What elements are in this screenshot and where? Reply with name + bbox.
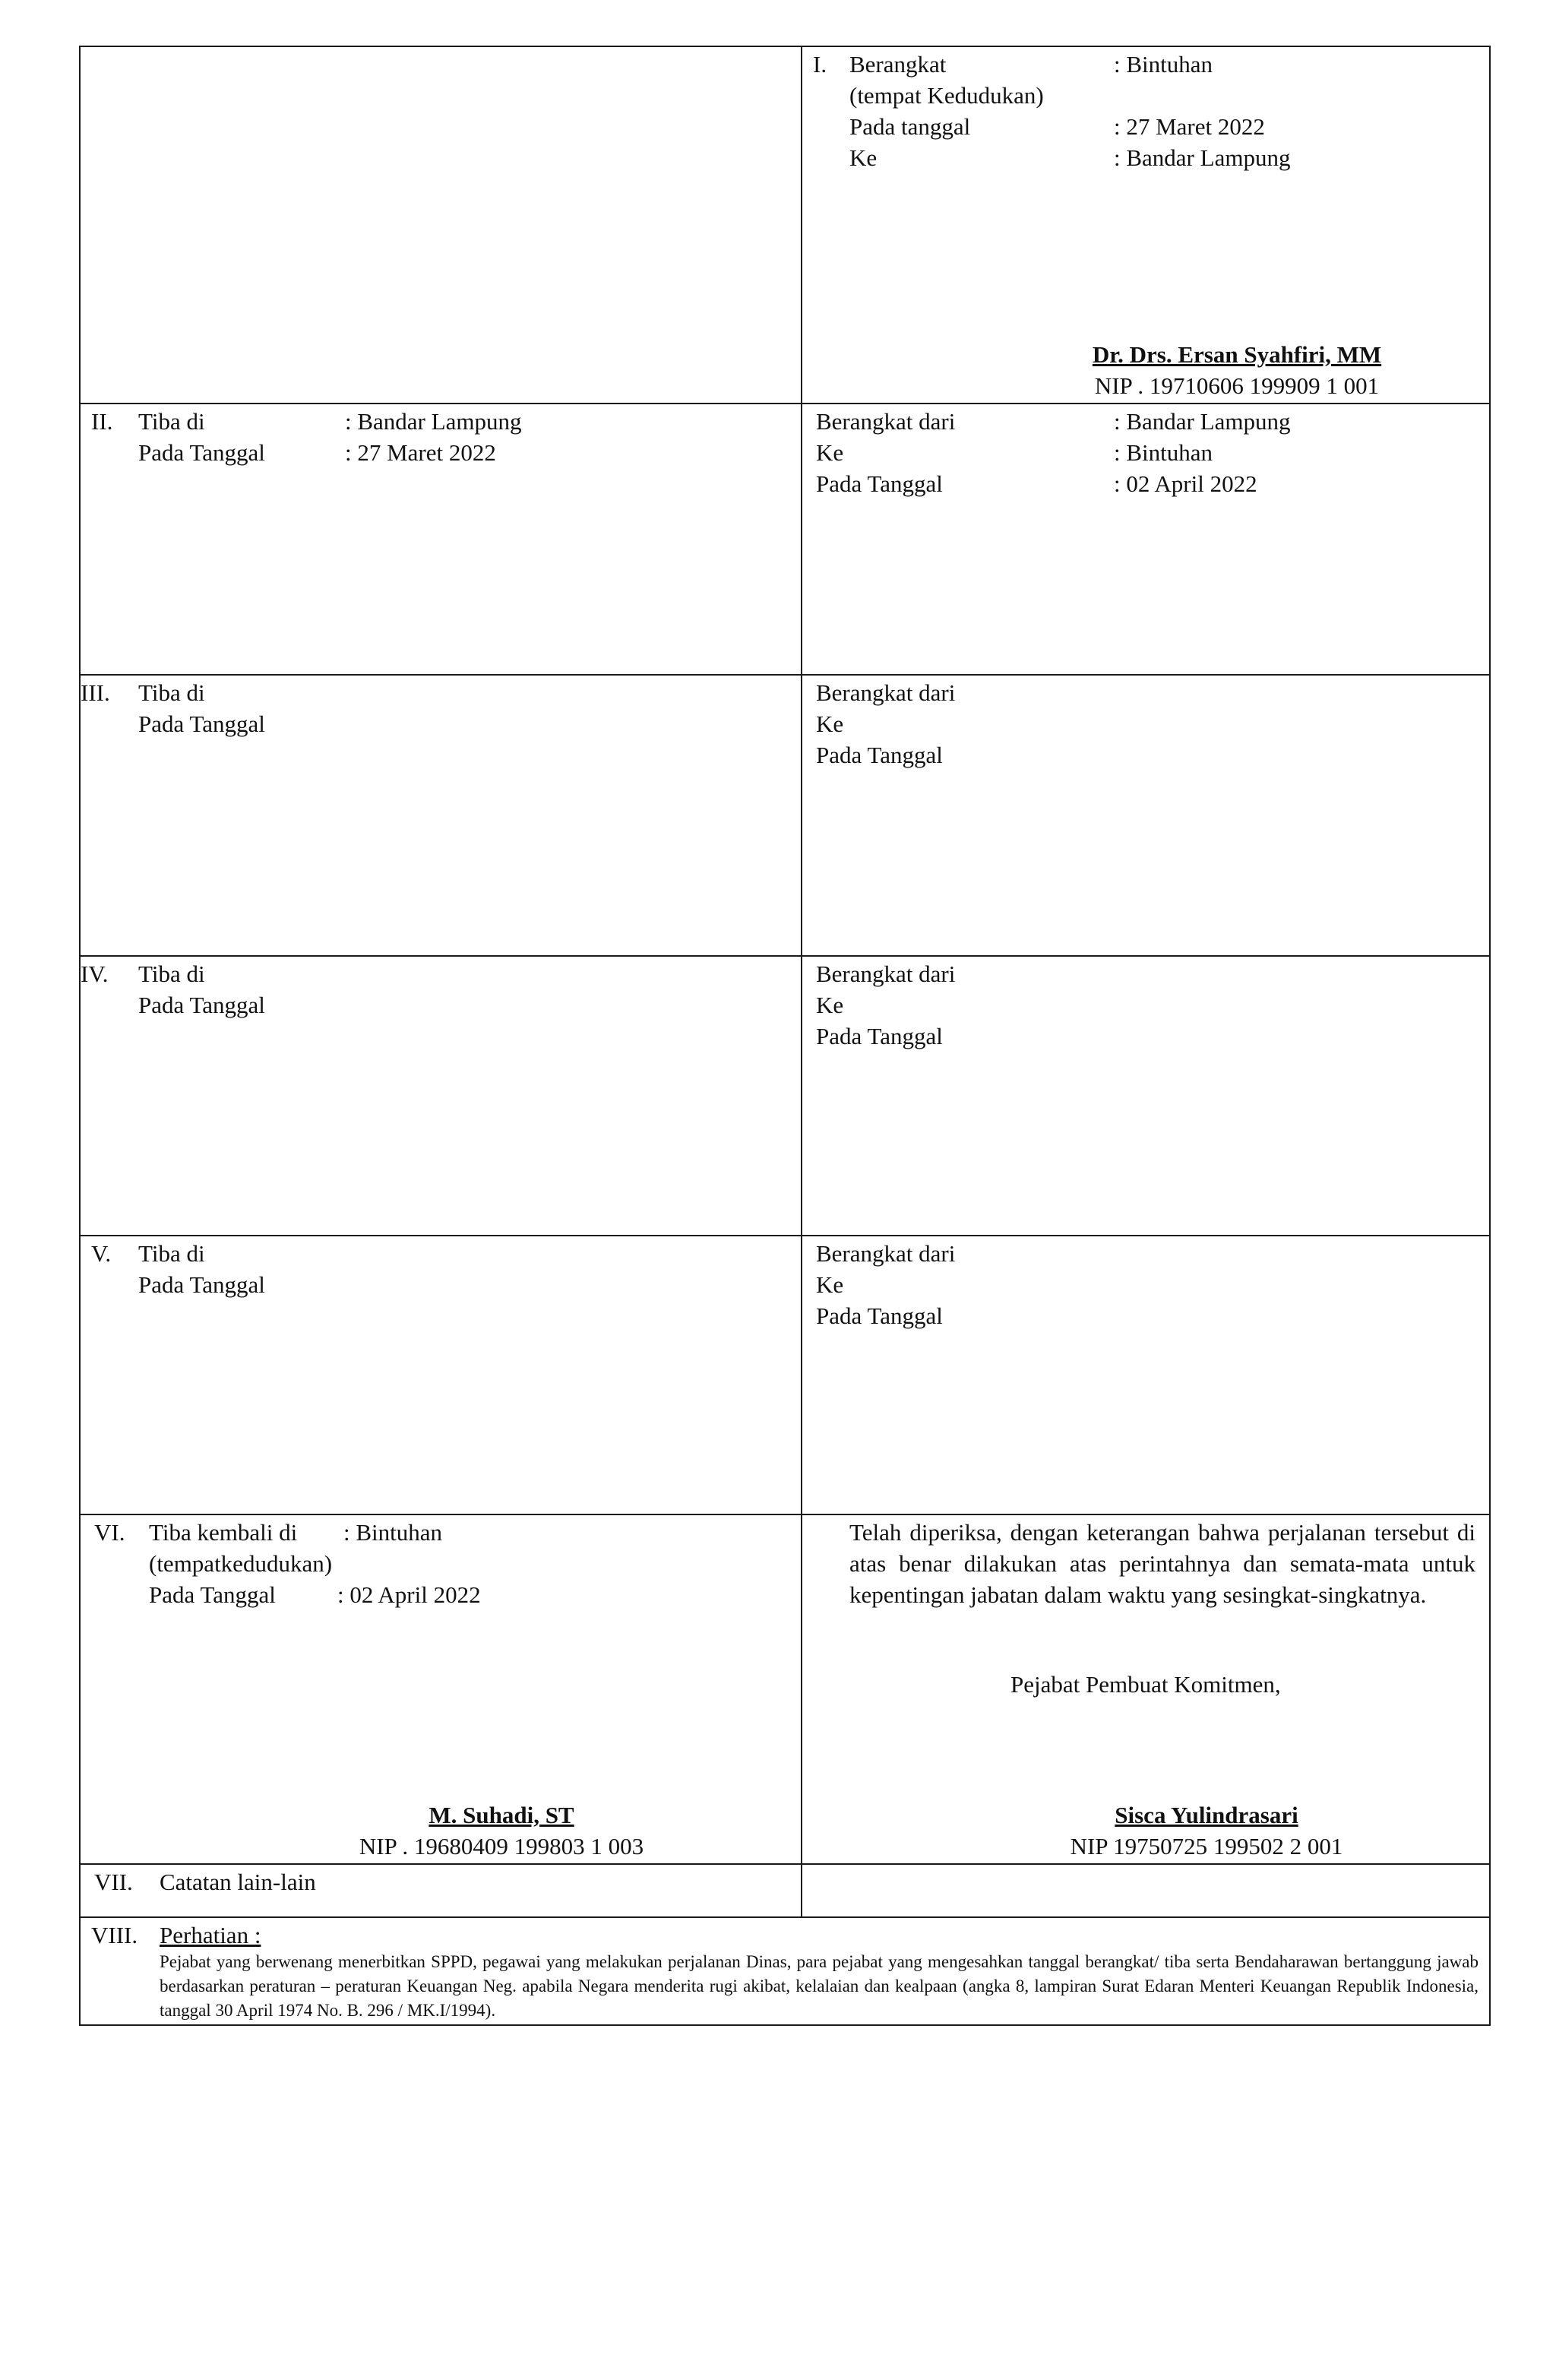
row-2-tanggal-value: : 27 Maret 2022 xyxy=(345,439,496,466)
row-5-number: V. xyxy=(91,1240,112,1267)
row-4 xyxy=(81,957,1489,1236)
row-2-ke-label: Ke xyxy=(816,439,844,466)
row-8-notice-text: Pejabat yang berwenang menerbitkan SPPD, pegawai yang melakukan perjalanan Dinas, para pejabat yang mengesahkan tanggal berangkat/ tiba serta Bendaharawan bertanggung jawab berdasarkan peraturan – peraturan Keuangan Neg. apabila Negara menderita rugi akibat, kelalaian dan kealpaan (angka 8, lampiran Surat Edaran Menteri Keuangan Republik Indonesia, tanggal 30 April 1974 No. B. 296 / MK.I/1994). xyxy=(160,1952,1479,2020)
row-3-tanggal2-label: Pada Tanggal xyxy=(816,742,943,768)
row-5-tanggal2-label: Pada Tanggal xyxy=(816,1302,943,1329)
row-5-ke-label: Ke xyxy=(816,1271,844,1298)
row-6-tiba-value: : Bintuhan xyxy=(343,1519,443,1546)
row-5-tanggal-label: Pada Tanggal xyxy=(138,1271,265,1298)
row-5-right-cell xyxy=(802,1236,1489,1514)
row-1 xyxy=(81,47,1489,404)
row-6-tempat-label: (tempatkedudukan) xyxy=(149,1550,333,1577)
row-3-right-cell xyxy=(802,676,1489,955)
row-5 xyxy=(81,1236,1489,1515)
row-6-official-title: Pejabat Pembuat Komitmen, xyxy=(1010,1671,1281,1698)
row-6-left-signer-nip: NIP . 19680409 199803 1 003 xyxy=(359,1833,644,1859)
row-1-ke-label: Ke xyxy=(849,144,878,171)
row-2-right-cell xyxy=(802,404,1489,674)
row-6-right-signer-nip: NIP 19750725 199502 2 001 xyxy=(1070,1833,1343,1859)
row-2-berangkat-label: Berangkat dari xyxy=(816,408,956,435)
row-1-tempat-label: (tempat Kedudukan) xyxy=(849,82,1044,109)
row-2-left-cell xyxy=(81,404,802,674)
row-1-berangkat-label: Berangkat xyxy=(849,51,947,78)
row-3 xyxy=(81,676,1489,957)
row-3-left-cell xyxy=(81,676,802,955)
row-1-tanggal-value: : 27 Maret 2022 xyxy=(1114,113,1265,140)
row-3-berangkat-label: Berangkat dari xyxy=(816,679,956,706)
row-5-berangkat-label: Berangkat dari xyxy=(816,1240,956,1267)
row-1-right-cell xyxy=(802,47,1489,403)
row-1-signer-nip: NIP . 19710606 199909 1 001 xyxy=(1094,372,1380,399)
row-4-tanggal-label: Pada Tanggal xyxy=(138,992,265,1018)
row-2-tanggal2-label: Pada Tanggal xyxy=(816,470,943,497)
row-3-tiba-label: Tiba di xyxy=(138,679,205,706)
row-7-left-cell xyxy=(81,1865,802,1916)
row-1-number: I. xyxy=(813,51,827,78)
row-1-left-cell xyxy=(81,47,802,403)
row-6-tanggal-label: Pada Tanggal xyxy=(149,1581,276,1608)
row-7-right-cell xyxy=(802,1865,1489,1916)
row-6-number: VI. xyxy=(94,1519,125,1546)
row-6-tanggal-value: : 02 April 2022 xyxy=(337,1581,481,1608)
row-6-tiba-label: Tiba kembali di xyxy=(149,1519,298,1546)
row-6-right-signer-name: Sisca Yulindrasari xyxy=(1115,1802,1298,1828)
row-5-left-cell xyxy=(81,1236,802,1514)
row-4-berangkat-label: Berangkat dari xyxy=(816,961,956,987)
row-5-tiba-label: Tiba di xyxy=(138,1240,205,1267)
sppd-form-table xyxy=(79,46,1491,2026)
row-1-berangkat-value: : Bintuhan xyxy=(1114,51,1213,78)
row-2-berangkat-value: : Bandar Lampung xyxy=(1114,408,1291,435)
row-8-label: Perhatian : xyxy=(160,1922,261,1948)
row-4-tiba-label: Tiba di xyxy=(138,961,205,987)
row-2-ke-value: : Bintuhan xyxy=(1114,439,1213,466)
row-2-tanggal2-value: : 02 April 2022 xyxy=(1114,470,1257,497)
row-6 xyxy=(81,1515,1489,1865)
row-4-tanggal2-label: Pada Tanggal xyxy=(816,1023,943,1049)
row-2-tiba-label: Tiba di xyxy=(138,408,205,435)
row-8 xyxy=(81,1918,1489,2024)
row-4-ke-label: Ke xyxy=(816,992,844,1018)
row-4-left-cell xyxy=(81,957,802,1235)
row-3-tanggal-label: Pada Tanggal xyxy=(138,711,265,737)
row-4-right-cell xyxy=(802,957,1489,1235)
row-8-cell xyxy=(81,1918,1489,2024)
row-3-ke-label: Ke xyxy=(816,711,844,737)
row-6-left-signer-name: M. Suhadi, ST xyxy=(429,1802,574,1828)
row-6-left-cell xyxy=(81,1515,802,1863)
row-3-number: III. xyxy=(81,679,110,706)
row-2-number: II. xyxy=(91,408,113,435)
row-1-tanggal-label: Pada tanggal xyxy=(849,113,971,140)
row-2-tiba-value: : Bandar Lampung xyxy=(345,408,522,435)
row-7-label: Catatan lain-lain xyxy=(160,1869,316,1895)
row-2 xyxy=(81,404,1489,676)
row-7 xyxy=(81,1865,1489,1918)
row-4-number: IV. xyxy=(81,961,109,987)
row-6-statement: Telah diperiksa, dengan keterangan bahwa perjalanan tersebut di atas benar dilakukan atas perintahnya dan semata-mata untuk kepentingan jabatan dalam waktu yang sesingkat-singkatnya. xyxy=(849,1519,1475,1608)
row-8-number: VIII. xyxy=(91,1922,138,1948)
row-6-right-cell xyxy=(802,1515,1489,1863)
row-1-signer-name: Dr. Drs. Ersan Syahfiri, MM xyxy=(1092,341,1382,368)
row-2-tanggal-label: Pada Tanggal xyxy=(138,439,265,466)
row-7-number: VII. xyxy=(94,1869,133,1895)
row-1-ke-value: : Bandar Lampung xyxy=(1114,144,1291,171)
